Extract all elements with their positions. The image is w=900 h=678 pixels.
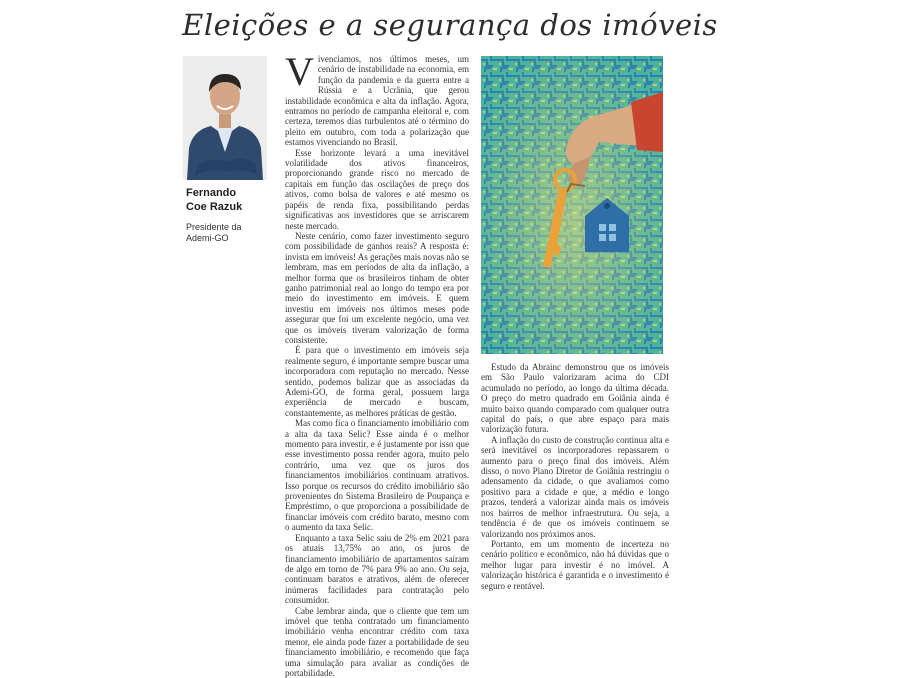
paragraph-3: Neste cenário, como fazer investimento seguro com possibilidade de ganhos reais? A resposta é: invista em imóveis! As gerações mais novas não se lembram, mas em períodos de alta da inflação, a melhor forma que os brasileiros tinham de obter ganho patrimonial real ao longo do tempo era por meio do investimento em imóveis. E quem investiu em imóveis nos últimos meses pode assegurar que foi um excelente negócio, uma vez que os imóveis tiveram valorização de forma consistente. <box>285 230 469 345</box>
paragraph-2: Esse horizonte levará a uma inevitável volatilidade dos ativos financeiros, proporcionando grande risco no mercado de capitais em função das oscilações de preço dos ativos, como bolsa de valores e até mesmo os papéis de renda fixa, possibilitando perdas significativas aos investidores que se arriscarem neste mercado. <box>285 147 469 231</box>
author-role-line1: Presidente da <box>186 222 242 232</box>
author-name <box>186 186 276 214</box>
article-column-1 <box>285 49 469 678</box>
drop-cap: V <box>285 49 314 94</box>
paragraph-1: Vivenciamos, nos últimos meses, um cenário de instabilidade na economia, em função da pandemia e da guerra entre a Rússia e a Ucrânia, que gerou instabilidade econômica e alta da inflação. Agora, entramos no período de campanha eleitoral e, com certeza, teremos dias turbulentos até o término do pleito em outubro, com toda a polarização que estamos vivenciando no Brasil. <box>285 49 469 148</box>
article-column-2 <box>481 362 669 591</box>
article-headline: Eleições e a segurança dos imóveis <box>182 8 718 42</box>
author-name-line1: Fernando <box>186 187 237 199</box>
paragraph-8: Estudo da Abrainc demonstrou que os imóveis em São Paulo valorizaram acima do CDI acumulado no período, ao longo da última década. O preço do metro quadrado em Goiânia ainda é muito baixo quando comparado com qualquer outra capital do país, o que abre espaço para mais valorização futura. <box>481 362 669 435</box>
paragraph-9: A inflação do custo de construção continua alta e será inevitável os incorporadores repassarem o aumento para o preço final dos imóveis. Além disso, o novo Plano Diretor de Goiânia restringiu o adensamento da cidade, o que avaliamos como positivo para a cidade e que, a médio e longo prazos, tenderá a valorizar ainda mais os imóveis nos bairros de melhor infraestrutura. Ou seja, a tendência é de que os imóveis continuem se valorizando nos próximos anos. <box>481 434 669 539</box>
paragraph-6: Enquanto a taxa Selic saiu de 2% em 2021 para os atuais 13,75% ao ano, os juros de financiamento imobiliário de apartamentos saíram de algo em torno de 7% para 9% ao ano. Ou seja, continuam baratos e atrativos, além de oferecer inúmeras facilidades para contratação pelo consumidor. <box>285 532 469 606</box>
paragraph-5: Mas como fica o financiamento imobiliário com a alta da taxa Selic? Esse ainda é o melhor momento para investir, e é justamente por isso que esse investimento possa render agora, muito pelo contrário, uma vez que os juros dos financiamentos imobiliários continuam atrativos. Isso porque os recursos do crédito imobiliário são provenientes do Sistema Brasileiro de Poupança e Empréstimo, o que proporciona a possibilidade de financiar imóveis com crédito barato, mesmo com o aumento da taxa Selic. <box>285 418 469 533</box>
hand-holding-house-key-illustration <box>481 56 663 354</box>
author-role-line2: Ademi-GO <box>186 233 229 243</box>
author-portrait-icon <box>183 56 267 180</box>
paragraph-10: Portanto, em um momento de incerteza no cenário político e econômico, não há dúvidas que o melhor lugar para investir é no imóvel. A valorização histórica é garantida e o investimento é seguro e rentável. <box>481 538 669 591</box>
paragraph-7: Cabe lembrar ainda, que o cliente que tem um imóvel que tenha contratado um financiamento imobiliário venha encontrar crédito com taxa menor, ele ainda pode fazer a portabilidade de seu financiamento imobiliário, e recomendo que faça uma simulação para avaliar as condições de portabilidade. <box>285 605 469 678</box>
author-role <box>186 222 276 244</box>
paragraph-4: É para que o investimento em imóveis seja realmente seguro, é importante sempre buscar uma incorporadora com reputação no mercado. Nesse sentido, podemos balizar que as associadas da Ademi-GO, de forma geral, possuem larga experiência de mercado e buscam, constantemente, as melhores práticas de gestão. <box>285 345 469 418</box>
author-name-line2: Coe Razuk <box>186 201 243 213</box>
